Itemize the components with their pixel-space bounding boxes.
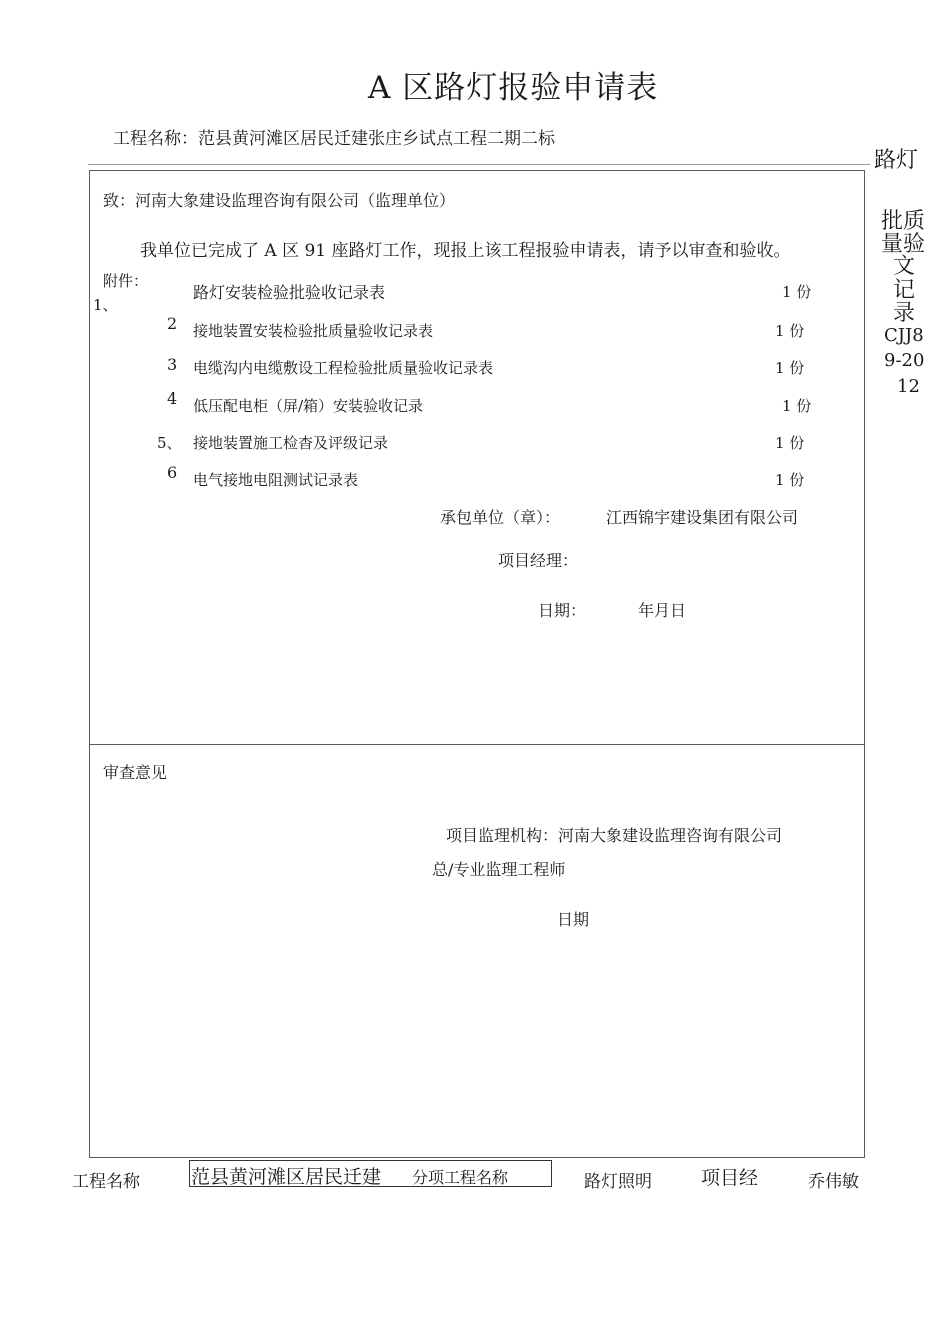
- side-text: 文: [893, 254, 916, 279]
- side-text: 量验: [881, 232, 926, 257]
- side-text: 记: [893, 278, 916, 303]
- attachment-qty: 1 份: [775, 471, 805, 489]
- attachment-num: 6: [167, 463, 178, 482]
- attachment-num: 1、: [93, 296, 118, 314]
- attachment-qty: 1 份: [782, 283, 812, 301]
- attachment-name: 接地装置安装检验批质量验收记录表: [193, 322, 434, 340]
- attachment-num: 5、: [157, 434, 182, 452]
- attachment-name: 低压配电柜（屏/箱）安装验收记录: [193, 397, 424, 415]
- contractor-value: 江西锦宇建设集团有限公司: [606, 508, 799, 527]
- footer-subitem-label: 分项工程名称: [412, 1168, 509, 1187]
- attachment-name: 接地装置施工检杳及评级记录: [193, 434, 389, 452]
- attachment-qty: 1 份: [775, 434, 805, 452]
- side-text: 12: [897, 376, 920, 397]
- side-text: 路灯: [874, 148, 919, 173]
- supervision-engineer-line: 总/专业监理工程师: [432, 860, 566, 879]
- review-opinion-label: 审查意见: [103, 763, 168, 782]
- footer-project-label: 工程名称: [72, 1172, 140, 1192]
- side-text: 录: [893, 301, 916, 326]
- footer-project-value: 范县黄河滩区居民迁建: [191, 1166, 382, 1188]
- footer-subitem-value: 路灯照明: [584, 1172, 652, 1192]
- form-box: [89, 170, 865, 1158]
- attachment-qty: 1 份: [775, 359, 805, 377]
- footer-manager-label: 项目经: [701, 1167, 759, 1189]
- attachment-name: 电气接地电阻测试记录表: [193, 471, 359, 489]
- addressee-line: 致：河南大象建设监理咨询有限公司（监理单位）: [103, 191, 456, 210]
- page-title: A 区路灯报验申请表: [368, 70, 659, 106]
- attachment-num: 4: [167, 389, 178, 408]
- attachment-name: 电缆沟内电缆敷设工程检验批质量验收记录表: [193, 359, 494, 377]
- footer-manager-value: 乔伟敏: [808, 1172, 859, 1192]
- attachments-label: 附件：: [103, 272, 149, 290]
- review-date-label: 日期: [557, 910, 590, 929]
- body-text: 我单位已完成了 A 区 91 座路灯工作，现报上该工程报验申请表，请予以审查和验收。: [140, 241, 791, 261]
- date-label: 日期：: [538, 601, 587, 620]
- section-divider: [89, 744, 865, 745]
- date-value: 年月日: [638, 601, 687, 620]
- attachment-num: 2: [167, 314, 178, 333]
- project-manager-label: 项目经理：: [498, 551, 579, 570]
- side-text: CJJ8: [884, 325, 924, 346]
- supervision-org-line: 项目监理机构：河南大象建设监理咨询有限公司: [446, 826, 783, 845]
- side-text: 批质: [881, 209, 926, 234]
- project-name-line: 工程名称：范县黄河滩区居民迁建张庄乡试点工程二期二标: [113, 129, 555, 149]
- side-text: 9-20: [884, 350, 925, 371]
- attachment-qty: 1 份: [782, 397, 812, 415]
- attachment-name: 路灯安装检验批验收记录表: [193, 283, 386, 302]
- attachment-qty: 1 份: [775, 322, 805, 340]
- contractor-label: 承包单位（章）：: [440, 508, 561, 527]
- top-rule: [88, 164, 870, 165]
- attachment-num: 3: [167, 355, 178, 374]
